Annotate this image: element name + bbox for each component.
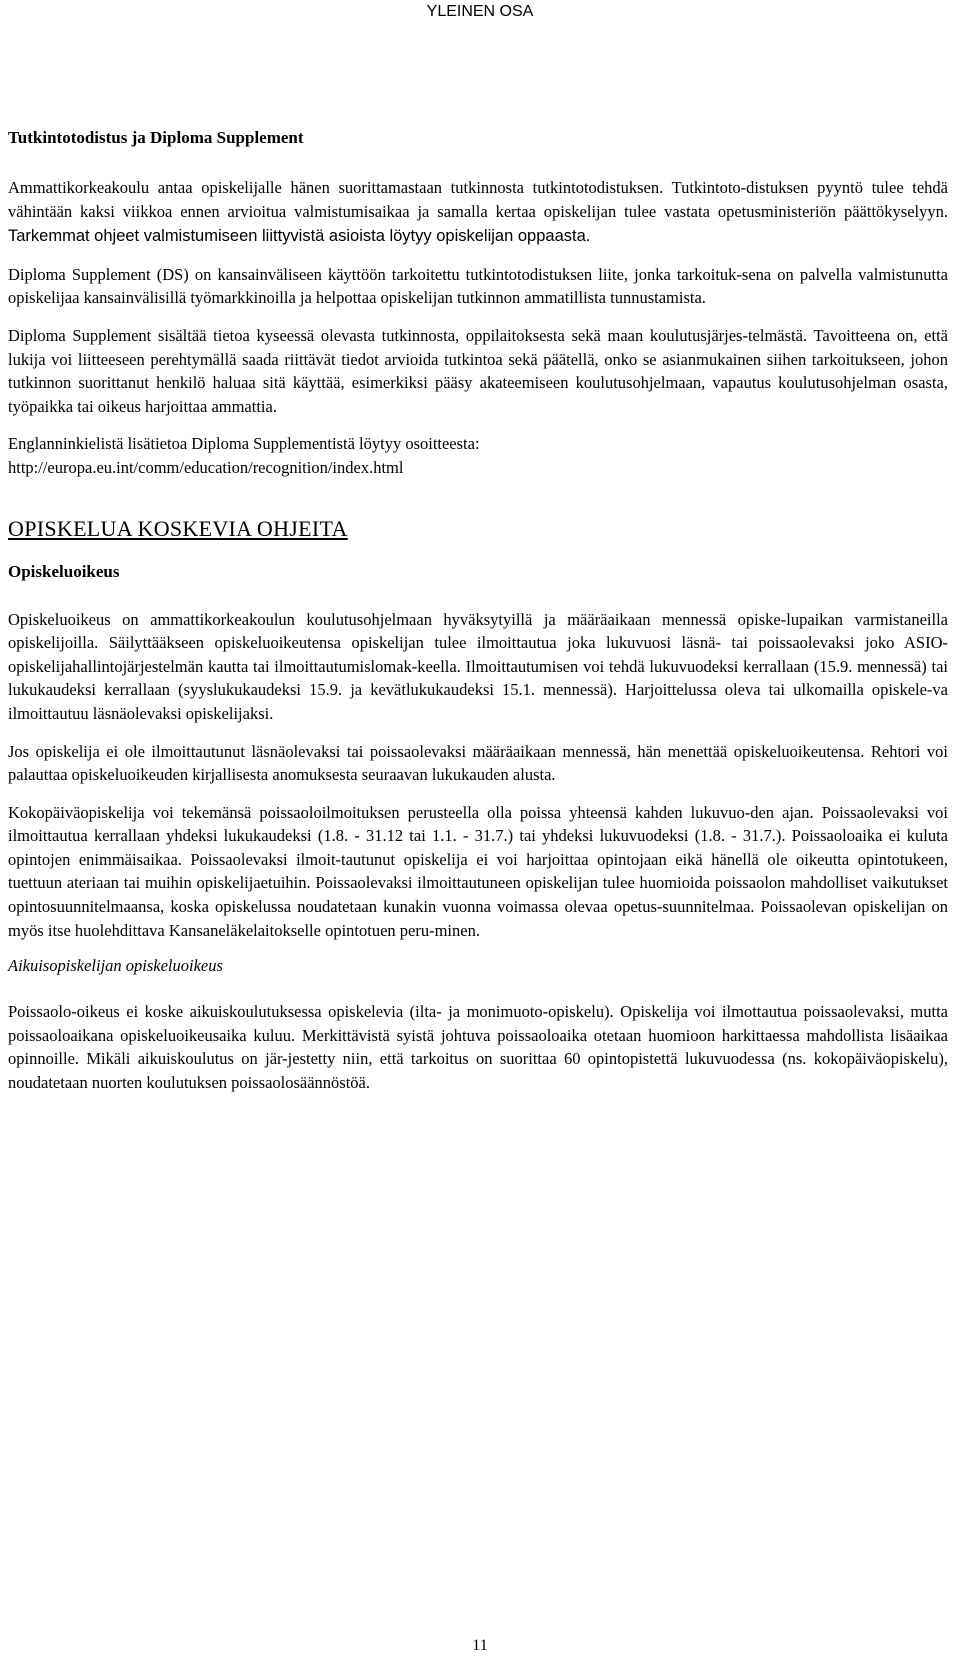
main-section-title: OPISKELUA KOSKEVIA OHJEITA — [8, 515, 348, 541]
paragraph-opiskeluoikeus: Opiskeluoikeus on ammattikorkeakoulun koulutusohjelmaan hyväksytyillä ja määräaikaan mennessä opiske-lupaikan varmistaneilla opiskelijoilla. Säilyttääkseen opiskeluoikeutensa opiskelijan tulee ilmoittautua joka lukuvuosi läsnä- tai poissaolevaksi joko ASIO-opiskelijahallintojärjestelmän kautta tai ilmoittautumislomak-keella. Ilmoittautumisen voi tehdä lukuvuodeksi kerrallaan (15.9. mennessä) tai lukukaudeksi kerrallaan (syyslukukaudeksi 15.9. ja kevätlukukaudeksi 15.1. mennessä). Harjoittelussa oleva tai ulkomailla opiskele-va ilmoittautuu läsnäolevaksi opiskelijaksi. — [8, 609, 948, 723]
ds-info-url: http://europa.eu.int/comm/education/recognition/index.html — [8, 457, 404, 477]
page-body — [8, 104, 948, 1109]
paragraph-ds-definition: Diploma Supplement (DS) on kansainväliseen käyttöön tarkoitettu tutkintotodistuksen liite, jonka tarkoituk-sena on palvella valmistunutta opiskelijaa kansainvälisillä työmarkkinoilla ja helpottaa opiskelijan tutkinnon ammatillista tunnustamista. — [8, 264, 948, 308]
paragraph-ds-content: Diploma Supplement sisältää tietoa kyseessä olevasta tutkinnosta, oppilaitoksesta sekä maan koulutusjärjes-telmästä. Tavoitteena on, että lukija voi liitteeseen perehtymällä saada riittävät tiedot arvioida tutkintoa sekä päätellä, onko se asianmukainen siihen tarkoitukseen, johon tutkinnon suorittanut henkilö haluaa sitä käyttää, esimerkiksi pääsy akateemiseen koulutusohjelmaan, vapautus koulutusohjelman osasta, työpaikka tai oikeus harjoittaa ammattia. — [8, 325, 948, 416]
page-number: 11 — [472, 1637, 488, 1654]
paragraph-ds-info — [8, 432, 948, 479]
paragraph-aikuisopiskelija: Poissaolo-oikeus ei koske aikuiskoulutuksessa opiskelevia (ilta- ja monimuoto-opiskelu). Opiskelija voi ilmottautua poissaolevaksi, mutta poissaoloaikana opiskeluoikeusaika kuluu. Merkittävistä syistä johtuva poissaoloaika otetaan huomioon harkittaessa mahdollista lisäaikaa opinnoille. Mikäli aikuiskoulutus on jär-jestetty niin, että tarkoitus on suorittaa 60 opintopistettä lukuvuodessa (ns. kokopäiväopiskelu), noudatetaan nuorten koulutuksen poissaolosäännöstöä. — [8, 1002, 948, 1093]
paragraph-ilmoittautuminen: Jos opiskelija ei ole ilmoittautunut läsnäolevaksi tai poissaolevaksi määräaikaan mennessä, hän menettää opiskeluoikeutensa. Rehtori voi palauttaa opiskeluoikeuden kirjallisesta anomuksesta seuraavan lukukauden alusta. — [8, 741, 948, 785]
subsection-title-opiskeluoikeus: Opiskeluoikeus — [8, 561, 120, 581]
section-title-diploma: Tutkintotodistus ja Diploma Supplement — [8, 128, 304, 147]
paragraph-tutkintotodistus-b: Tarkemmat ohjeet valmistumiseen liittyvistä asioista löytyy opiskelijan oppaasta. — [8, 227, 591, 246]
paragraph-poissaolo: Kokopäiväopiskelija voi tekemänsä poissaoloilmoituksen perusteella olla poissa yhteensä kahden lukuvuo-den ajan. Poissaolevaksi voi ilmoittautua kerrallaan yhdeksi lukukaudeksi (1.8. - 31.12 tai 1.1. - 31.7.) tai yhdeksi lukuvuodeksi (1.8. - 31.7.). Poissaoloaika ei kuluta opintojen enimmäisaikaa. Poissaolevaksi ilmoit-tautunut opiskelija ei voi harjoittaa opintojaan eikä hänellä ole oikeutta opintotukeen, tuettuun ateriaan tai muihin opiskelijaetuihin. Poissaolevaksi ilmoittautuneen opiskelijan tulee huomioida poissaolon mahdolliset vaikutukset opintosuunnitelmaansa, koska opiskelussa noudatetaan kunakin vuonna voimassa olevaa opetus-suunnitelmaa. Poissaolevan opiskelijan on myös itse huolehdittava Kansaneläkelaitokselle opintotuen peru-minen. — [8, 802, 948, 940]
paragraph-tutkintotodistus-a: Ammattikorkeakoulu antaa opiskelijalle hänen suorittamastaan tutkinnosta tutkintotodistuksen. Tutkintoto-distuksen pyyntö tulee tehdä vähintään kaksi viikkoa ennen arvioitua valmistumisaikaa ja samalla kertaa opiskelijan tulee vastata opetusministeriön päättökyselyyn. — [8, 178, 948, 221]
ds-info-text: Englanninkielistä lisätietoa Diploma Supplementistä löytyy osoitteesta: — [8, 434, 480, 454]
paragraph-tutkintotodistus — [8, 176, 948, 249]
running-header: YLEINEN OSA — [426, 3, 534, 20]
subsection-title-aikuisopiskelija: Aikuisopiskelijan opiskeluoikeus — [8, 956, 223, 976]
